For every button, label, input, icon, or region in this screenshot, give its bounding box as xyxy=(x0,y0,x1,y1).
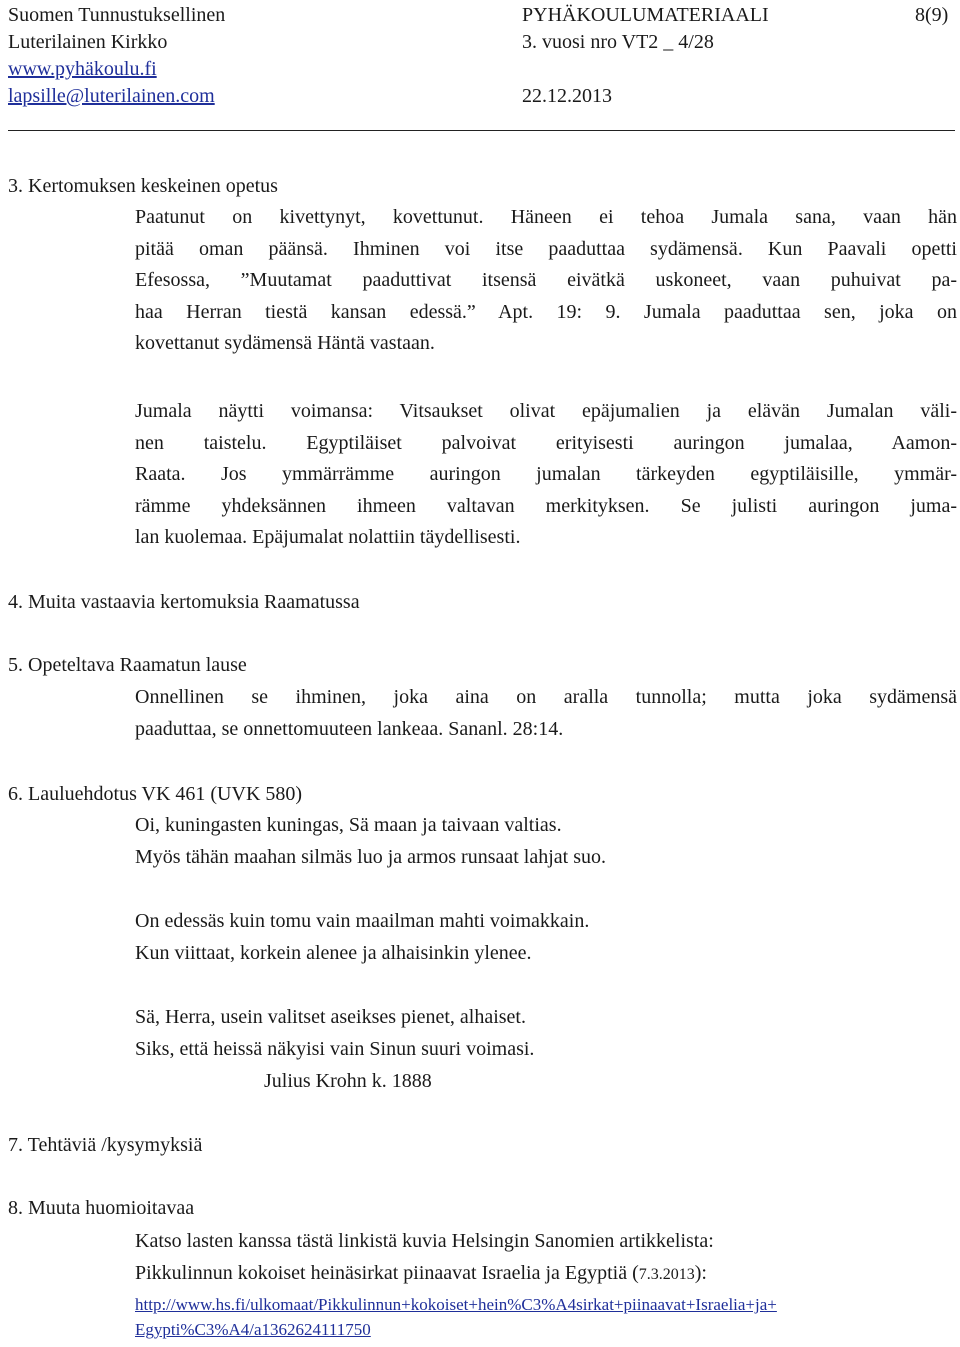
hymn-line: On edessäs kuin tomu vain maailman mahti voimakkain. xyxy=(135,910,590,932)
section-4-heading: 4. Muita vastaavia kertomuksia Raamatussa xyxy=(8,591,360,613)
section-8-heading: 8. Muuta huomioitavaa xyxy=(8,1197,195,1219)
section-5-heading: 5. Opeteltava Raamatun lause xyxy=(8,654,247,676)
hymn-stanza-2 xyxy=(135,906,589,970)
article-title-line xyxy=(135,1258,707,1291)
section-6-heading: 6. Lauluehdotus VK 461 (UVK 580) xyxy=(8,783,303,805)
text-line: kovettanut sydämensä Häntä vastaan. xyxy=(135,332,435,354)
website-link[interactable]: www.pyhäkoulu.fi xyxy=(8,58,157,80)
header-divider xyxy=(8,130,955,131)
doc-date: 22.12.2013 xyxy=(522,85,612,107)
text-line: Onnellinen se ihminen, joka aina on aralla tunnolla; mutta joka sydämensä xyxy=(135,686,957,708)
hymn-stanza-1 xyxy=(135,810,606,874)
link-intro-line: Katso lasten kanssa tästä linkistä kuvia Helsingin Sanomien artikkelista: xyxy=(135,1230,714,1252)
bible-verse xyxy=(135,682,957,745)
text-line: nen taistelu. Egyptiläiset palvoivat erityisesti auringon jumalaa, Aamon- xyxy=(135,431,957,454)
doc-title: PYHÄKOULUMATERIAALI xyxy=(522,4,769,26)
page-number: 8(9) xyxy=(915,4,949,26)
text-line: paaduttaa, se onnettomuuteen lankeaa. Sananl. 28:14. xyxy=(135,717,564,740)
hymn-line: Siks, että heissä näkyisi vain Sinun suuri voimasi. xyxy=(135,1037,535,1060)
section-7-heading: 7. Tehtäviä /kysymyksiä xyxy=(8,1134,203,1156)
section-3-heading: 3. Kertomuksen keskeinen opetus xyxy=(8,175,278,197)
org-name-line1: Suomen Tunnustuksellinen xyxy=(8,4,226,26)
hymn-line: Sä, Herra, usein valitset aseikses pienet, alhaiset. xyxy=(135,1006,526,1028)
section-3-paragraph-2 xyxy=(135,396,957,554)
article-date: 7.3.2013 xyxy=(638,1266,695,1283)
text-line: pitää oman päänsä. Ihminen voi itse paaduttaa sydämensä. Kun Paavali opetti xyxy=(135,237,957,260)
text-line: lan kuolemaa. Epäjumalat nolattiin täydellisesti. xyxy=(135,526,521,548)
org-name-line2: Luterilainen Kirkko xyxy=(8,31,168,53)
article-title-end: ): xyxy=(694,1262,707,1284)
text-line: Jumala näytti voimansa: Vitsaukset olivat epäjumalien ja elävän Jumalan väli- xyxy=(135,400,957,422)
text-line: haa Herran tiestä kansan edessä.” Apt. 19: 9. Jumala paaduttaa sen, joka on xyxy=(135,300,957,323)
hymn-line: Myös tähän maahan silmäs luo ja armos runsaat lahjat suo. xyxy=(135,845,607,868)
page-header xyxy=(8,2,952,110)
text-line: rämme yhdeksännen ihmeen valtavan merkityksen. Se julisti auringon juma- xyxy=(135,494,957,517)
section-3-paragraph-1 xyxy=(135,202,957,360)
article-url-line-1[interactable]: http://www.hs.fi/ulkomaat/Pikkulinnun+kokoiset+hein%C3%A4sirkat+piinaavat+Israelia+ja+ xyxy=(135,1295,777,1314)
hymn-line: Oi, kuningasten kuningas, Sä maan ja taivaan valtias. xyxy=(135,814,562,836)
hymn-line: Kun viittaat, korkein alenee ja alhaisinkin ylenee. xyxy=(135,941,532,964)
text-line: Efesossa, ”Muutamat paaduttivat itsensä eivätkä uskoneet, vaan puhuivat pa- xyxy=(135,269,957,291)
text-line: Raata. Jos ymmärrämme auringon jumalan tärkeyden egyptiläisille, ymmär- xyxy=(135,463,957,485)
doc-issue: 3. vuosi nro VT2 _ 4/28 xyxy=(522,31,714,53)
text-line: Paatunut on kivettynyt, kovettunut. Häneen ei tehoa Jumala sana, vaan hän xyxy=(135,206,957,228)
article-title: Pikkulinnun kokoiset heinäsirkat piinaavat Israelia ja Egyptiä ( xyxy=(135,1262,639,1284)
hymn-stanza-3 xyxy=(135,1002,534,1066)
email-link[interactable]: lapsille@luterilainen.com xyxy=(8,85,215,107)
hymn-author: Julius Krohn k. 1888 xyxy=(264,1070,432,1092)
article-url-line-2[interactable]: Egypti%C3%A4/a1362624111750 xyxy=(135,1320,371,1339)
